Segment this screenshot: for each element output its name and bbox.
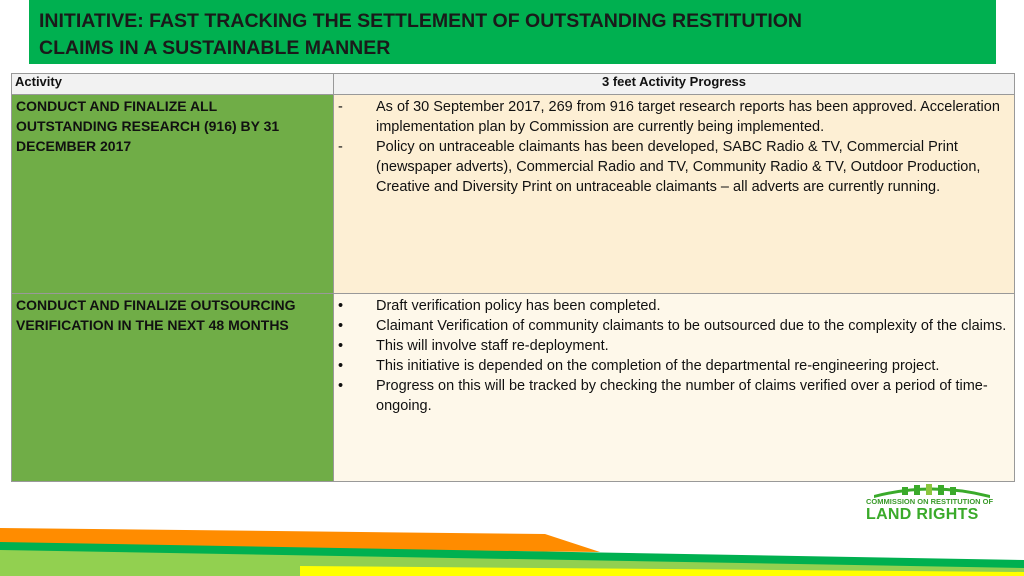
table-row <box>12 95 1015 294</box>
progress-text: Draft verification policy has been completed. <box>376 298 661 314</box>
activity-line: DECEMBER 2017 <box>16 138 132 154</box>
bullet-marker: • <box>338 378 344 394</box>
page-title <box>39 8 979 62</box>
table-header-row <box>12 74 1015 95</box>
progress-item <box>338 356 1010 376</box>
dash-marker: - <box>338 139 343 155</box>
title-line-1: INITIATIVE: FAST TRACKING THE SETTLEMENT OF OUTSTANDING RESTITUTION <box>39 10 803 32</box>
progress-text: Progress on this will be tracked by checking the number of claims verified over a period of time- ongoing. <box>376 378 988 414</box>
bullet-marker: • <box>338 298 344 314</box>
progress-item <box>338 316 1010 336</box>
activity-table <box>11 73 1015 482</box>
progress-item <box>338 296 1010 316</box>
progress-text: This will involve staff re-deployment. <box>376 338 609 354</box>
title-line-2: CLAIMS IN A SUSTAINABLE MANNER <box>39 37 391 59</box>
progress-cell <box>334 294 1015 482</box>
progress-text: Claimant Verification of community claimants to be outsourced due to the complexity of the claims. <box>376 318 1007 334</box>
activity-line: CONDUCT AND FINALIZE ALL <box>16 98 218 114</box>
bullet-marker: • <box>338 318 344 334</box>
activity-line: VERIFICATION IN THE NEXT 48 MONTHS <box>16 317 289 333</box>
logo-text-line-2: LAND RIGHTS <box>866 506 979 523</box>
activity-line: OUTSTANDING RESEARCH (916) BY 31 <box>16 118 280 134</box>
table-row <box>12 294 1015 482</box>
bullet-marker: • <box>338 358 344 374</box>
header-progress: 3 feet Activity Progress <box>334 74 1015 95</box>
activity-cell <box>12 95 334 294</box>
progress-item <box>338 376 1010 416</box>
activity-line: CONDUCT AND FINALIZE OUTSOURCING <box>16 297 296 313</box>
dash-marker: - <box>338 99 343 115</box>
progress-item <box>338 137 1010 197</box>
progress-item <box>338 97 1010 137</box>
progress-text: As of 30 September 2017, 269 from 916 target research reports has been approved. Acceleration implementation plan by Commission are currently being implemented. <box>376 99 1000 135</box>
progress-text: This initiative is depended on the completion of the departmental re-engineering project. <box>376 358 940 374</box>
progress-cell <box>334 95 1015 294</box>
progress-item <box>338 336 1010 356</box>
activity-cell <box>12 294 334 482</box>
header-activity: Activity <box>12 74 334 95</box>
progress-text: Policy on untraceable claimants has been developed, SABC Radio & TV, Commercial Print (newspaper adverts), Commercial Radio and TV, Community Radio & TV, Outdoor Production, Creative and Diversity Print on untraceable claimants – all adverts are currently running. <box>376 139 981 195</box>
bottom-decorative-band <box>0 520 1024 576</box>
title-bar <box>29 0 996 64</box>
logo-text-line-1: COMMISSION ON RESTITUTION OF <box>866 497 994 506</box>
bullet-marker: • <box>338 338 344 354</box>
